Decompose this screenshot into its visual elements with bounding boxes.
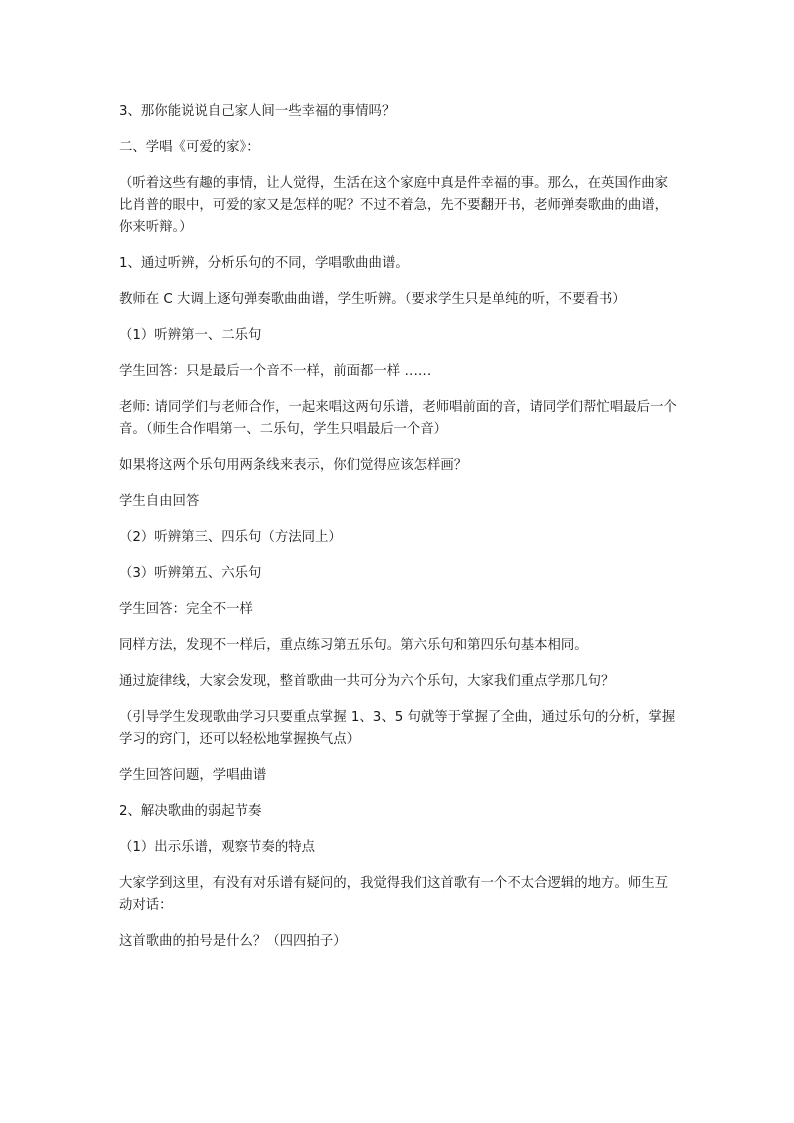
- paragraph: 学生回答：只是最后一个音不一样，前面都一样 ……: [119, 364, 432, 379]
- paragraph: 大家学到这里，有没有对乐谱有疑问的，我觉得我们这首歌有一个不太合逻辑的地方。师生互动对话：: [119, 876, 669, 913]
- subsection-heading: 2、解决歌曲的弱起节奏: [119, 804, 262, 819]
- paragraph: 学生回答：完全不一样: [119, 602, 253, 617]
- paragraph: 同样方法，发现不一样后，重点练习第五乐句。第六乐句和第四乐句基本相同。: [119, 638, 588, 653]
- paragraph: 如果将这两个乐句用两条线来表示，你们觉得应该怎样画？: [119, 458, 468, 473]
- paragraph: 教师在 C 大调上逐句弹奏歌曲曲谱，学生听辨。（要求学生只是单纯的听，不要看书）: [119, 292, 626, 307]
- document-body: [119, 101, 681, 967]
- paragraph: （听着这些有趣的事情，让人觉得，生活在这个家庭中真是件幸福的事。那么，在英国作曲家比肖普的眼中，可爱的家又是怎样的呢？不过不着急，先不要翻开书，老师弹奏歌曲的曲谱，你来听辩。）: [119, 176, 669, 235]
- paragraph: 学生自由回答: [119, 494, 200, 509]
- paragraph: （3）听辨第五、六乐句: [119, 566, 262, 581]
- subsection-heading: 1、通过听辨，分析乐句的不同，学唱歌曲曲谱。: [119, 256, 409, 271]
- paragraph: 学生回答问题，学唱曲谱: [119, 768, 267, 783]
- paragraph: （1）听辨第一、二乐句: [119, 328, 262, 343]
- paragraph: （1）出示乐谱，观察节奏的特点: [119, 840, 315, 855]
- paragraph: 通过旋律线，大家会发现，整首歌曲一共可分为六个乐句，大家我们重点学那几句？: [119, 674, 615, 689]
- paragraph: （2）听辨第三、四乐句（方法同上）: [119, 530, 342, 545]
- paragraph: 老师: 请同学们与老师合作，一起来唱这两句乐谱，老师唱前面的音，请同学们帮忙唱最后一个音。（师生合作唱第一、二乐句，学生只唱最后一个音）: [119, 400, 677, 437]
- section-heading: 二、学唱《可爱的家》：: [119, 140, 260, 155]
- paragraph: 这首歌曲的拍号是什么？（四四拍子）: [119, 934, 347, 949]
- paragraph: 3、那你能说说自己家人间一些幸福的事情吗？: [119, 104, 396, 119]
- paragraph: （引导学生发现歌曲学习只要重点掌握 1、3、5 句就等于掌握了全曲，通过乐句的分析，掌握学习的窍门，还可以轻松地掌握换气点）: [119, 710, 676, 747]
